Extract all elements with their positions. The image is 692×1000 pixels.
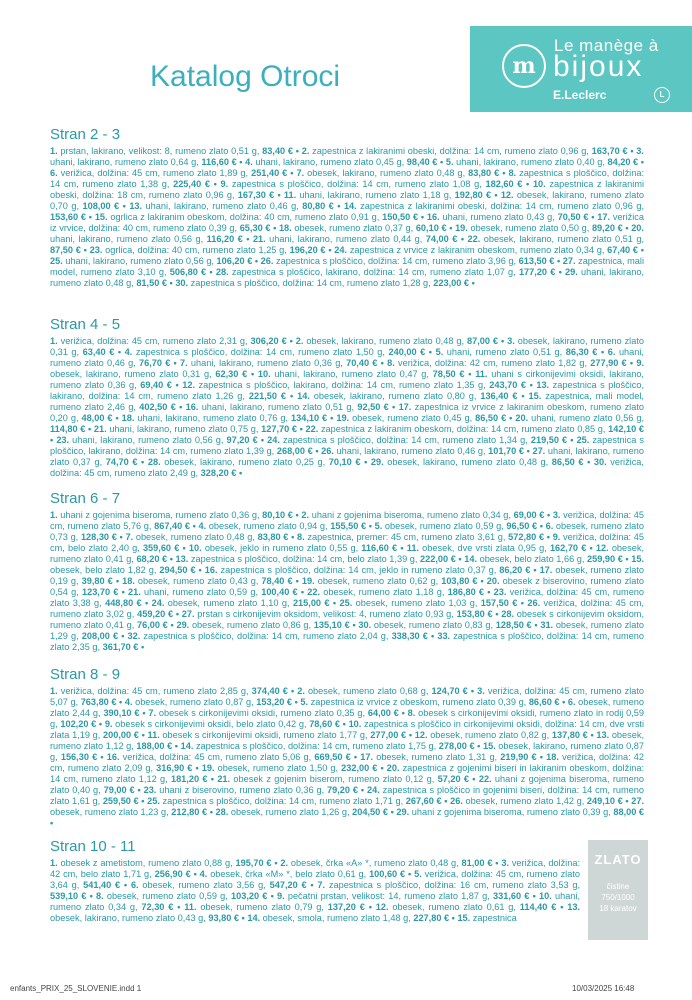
gold-badge-line: 18 karatov [599, 904, 637, 913]
footer-filename: enfants_PRIX_25_SLOVENIE.indd 1 [10, 984, 142, 993]
section-text: 1. verižica, dolžina: 45 cm, rumeno zlato 2,31 g, 306,20 € • 2. obesek, lakirano, rumeno zlato 0,48 g, 87,00 € • 3. obesek, lakirano, rumeno zlato 0,31 g, 63,40 € • 4. zapestnica s ploščico, dolžina: 14 cm, rumeno zlato 1,50 g, 240,00 € • 5. uhani, rumeno zlato 0,51 g, 86,30 € • 6. uhani, rumeno zlato 0,46 g, 76,70 € • 7. uhani, lakirano, rumeno zlato 0,36 g, 70,40 € • 8. verižica, dolžina: 42 cm, rumeno zlato 1,82 g, 277,90 € • 9. obesek, lakirano, rumeno zlato 0,31 g, 62,30 € • 10. uhani, lakirano, rumeno zlato 0,47 g, 78,50 € • 11. uhani s cirkonijevimi oksidi, lakirano, rumeno zlato 0,36 g, 69,40 € • 12. zapestnica s ploščico, lakirano, dolžina: 14 cm, rumeno zlato 1,35 g, 243,70 € • 13. zapestnica s ploščico, lakirano, dolžina: 14 cm, rumeno zlato 1,26 g, 221,50 € • 14. obesek, lakirano, rumeno zlato 0,80 g, 136,40 € • 15. zapestnica, mali model, rumeno zlato 2,46 g, 402,50 € • 16. uhani, lakirano, rumeno zlato 0,51 g, 92,50 € • 17. zapestnica iz vrvice z lakiranim obeskom, rumeno zlato 0,20 g, 48,00 € • 18. uhani, lakirano, rumeno zlato 0,76 g, 134,10 € • 19. obesek, rumeno zlato 0,45 g, 86,50 € • 20. uhani, rumeno zlato 0,56 g, 114,80 € • 21. uhani, lakirano, rumeno zlato 0,75 g, 127,70 € • 22. zapestnica z lakiranim obeskom, dolžina: 14 cm, rumeno zlato 0,85 g, 142,10 € • 23. uhani, lakirano, rumeno zlato 0,56 g, 97,20 € • 24. zapestnica s ploščico, dolžina: 14 cm, rumeno zlato 1,34 g, 219,50 € • 25. zapestnica s ploščico, lakirano, dolžina: 14 cm, rumeno zlato 1,39 g, 268,00 € • 26. uhani, lakirano, rumeno zlato 0,46 g, 101,70 € • 27. uhani, lakirano, rumeno zlato 0,37 g, 74,70 € • 28. obesek, lakirano, rumeno zlato 0,25 g, 70,10 € • 29. obesek, lakirano, rumeno zlato 0,48 g, 86,50 € • 30. verižica, dolžina: 45 cm, rumeno zlato 2,49 g, 328,20 € • [50, 336, 645, 478]
brand-emblem-icon: m [502, 44, 546, 88]
section-text: 1. verižica, dolžina: 45 cm, rumeno zlato 2,85 g, 374,40 € • 2. obesek, rumeno zlato 0,68 g, 124,70 € • 3. verižica, dolžina: 45 cm, rumeno zlato 5,07 g, 763,80 € • 4. obesek, rumeno zlato 0,87 g, 153,20 € • 5. zapestnica iz vrvice z obeskom, rumeno zlato 0,39 g, 86,60 € • 6. obesek, rumeno zlato 2,44 g, 390,10 € • 7. obesek s cirkonijevimi oksidi, rumeno zlato 0,35 g, 64,00 € • 8. obesek s cirkonijevimi oksidi, rumeno zlato in rodij 0,59 g, 102,20 € • 9. obesek s cirkonijevimi oksidi, belo zlato 0,42 g, 78,60 € • 10. zapestnica s ploščico in cirkonijevimi oksidi, dolžina: 14 cm, dve vrsti zlata 1,19 g, 200,00 € • 11. obesek s cirkonijevimi oksidi, rumeno zlato 1,77 g, 277,00 € • 12. obesek, rumeno zlato 0,82 g, 137,80 € • 13. obesek, rumeno zlato 1,12 g, 188,00 € • 14. zapestnica s ploščico, dolžina: 14 cm, rumeno zlato 1,75 g, 278,00 € • 15. obesek, lakirano, rumeno zlato 0,87 g, 156,30 € • 16. verižica, dolžina: 45 cm, rumeno zlato 5,06 g, 669,50 € • 17. obesek, rumeno zlato 1,31 g, 219,90 € • 18. verižica, dolžina: 42 cm, rumeno zlato 2,09 g, 316,90 € • 19. obesek, rumeno zlato 1,50 g, 232,00 € • 20. zapestnica z gojenimi biseri in lakiranim obeskom, dolžina: 14 cm, rumeno zlato 1,12 g, 181,20 € • 21. obesek z gojenim biserom, rumeno zlato 0,12 g, 57,20 € • 22. uhani z gojenima biseroma, rumeno zlato 0,40 g, 79,00 € • 23. uhani z biserovino, rumeno zlato 0,36 g, 79,20 € • 24. zapestnica s ploščico in gojenimi biseri, dolžina: 14 cm, rumeno zlato 1,61 g, 259,50 € • 25. zapestnica s ploščico, dolžina: 14 cm, rumeno zlato 1,71 g, 267,60 € • 26. obesek, rumeno zlato 1,42 g, 249,10 € • 27. obesek, rumeno zlato 1,23 g, 212,80 € • 28. obesek, rumeno zlato 1,26 g, 204,50 € • 29. uhani z gojenima biseroma, rumeno zlato 0,39 g, 88,00 € • [50, 686, 645, 828]
leclerc-badge-icon: L [654, 87, 670, 103]
brand-name: bijoux [553, 50, 644, 83]
section-stran-4-5 [50, 316, 644, 479]
section-text: 1. uhani z gojenima biseroma, rumeno zlato 0,36 g, 80,10 € • 2. uhani z gojenima biseroma, rumeno zlato 0,34 g, 69,00 € • 3. verižica, dolžina: 45 cm, rumeno zlato 5,76 g, 867,40 € • 4. obesek, rumeno zlato 0,94 g, 155,50 € • 5. obesek, rumeno zlato 0,59 g, 96,50 € • 6. obesek, rumeno zlato 0,73 g, 128,30 € • 7. obesek, rumeno zlato 0,48 g, 83,80 € • 8. zapestnica, premer: 45 cm, rumeno zlato 3,61 g, 572,80 € • 9. verižica, dolžina: 45 cm, belo zlato 2,40 g, 359,60 € • 10. obesek, jeklo in rumeno zlato 0,55 g, 116,60 € • 11. obesek, dve vrsti zlata 0,95 g, 162,70 € • 12. obesek, rumeno zlato 0,41 g, 68,20 € • 13. zapestnica s ploščico, dolžina: 14 cm, belo zlato 1,39 g, 222,00 € • 14. obesek, belo zlato 1,66 g, 259,90 € • 15. obesek, belo zlato 1,82 g, 294,50 € • 16. zapestnica s ploščico, dolžina: 14 cm, jeklo in rumeno zlato 0,37 g, 86,20 € • 17. obesek, rumeno zlato 0,19 g, 39,80 € • 18. obesek, rumeno zlato 0,43 g, 78,40 € • 19. obesek, rumeno zlato 0,62 g, 103,80 € • 20. obesek z biserovino, rumeno zlato 0,54 g, 123,70 € • 21. uhani, rumeno zlato 0,59 g, 100,40 € • 22. obesek, rumeno zlato 1,18 g, 186,80 € • 23. verižica, dolžina: 45 cm, rumeno zlato 3,38 g, 448,80 € • 24. obesek, rumeno zlato 1,10 g, 215,00 € • 25. obesek, rumeno zlato 1,03 g, 157,50 € • 26. verižica, dolžina: 45 cm, rumeno zlato 3,02 g, 459,20 € • 27. prstan s cirkonijevim oksidom, velikost: 4, rumeno zlato 0,93 g, 153,80 € • 28. obesek s cirkonijevim oksidom, rumeno zlato 0,41 g, 76,00 € • 29. obesek, rumeno zlato 0,86 g, 135,10 € • 30. obesek, rumeno zlato 0,83 g, 128,50 € • 31. obesek, rumeno zlato 1,29 g, 208,00 € • 32. zapestnica s ploščico, dolžina: 14 cm, rumeno zlato 2,04 g, 338,30 € • 33. zapestnica s ploščico, dolžina: 14 cm, rumeno zlato 2,35 g, 361,70 € • [50, 510, 645, 652]
section-stran-10-11 [50, 838, 580, 924]
section-heading: Stran 8 - 9 [50, 666, 121, 683]
section-stran-2-3 [50, 126, 644, 289]
section-text: 1. obesek z ametistom, rumeno zlato 0,88 g, 195,70 € • 2. obesek, črka «A» *, rumeno zlato 0,48 g, 81,00 € • 3. verižica, dolžina: 42 cm, belo zlato 1,71 g, 256,90 € • 4. obesek, črka «M» *, belo zlato 0,61 g, 100,60 € • 5. verižica, dolžina: 45 cm, rumeno zlato 3,64 g, 541,40 € • 6. obesek, rumeno zlato 3,56 g, 547,20 € • 7. zapestnica s ploščico, dolžina: 16 cm, rumeno zlato 3,53 g, 539,10 € • 8. obesek, rumeno zlato 0,59 g, 103,20 € • 9. pečatni prstan, velikost: 14, rumeno zlato 1,87 g, 331,60 € • 10. uhani, rumeno zlato 0,34 g, 72,30 € • 11. obesek, rumeno zlato 0,79 g, 137,20 € • 12. obesek, rumeno zlato 0,61 g, 114,40 € • 13. obesek, lakirano, rumeno zlato 0,43 g, 93,80 € • 14. obesek, smola, rumeno zlato 1,48 g, 227,80 € • 15. zapestnica [50, 858, 581, 923]
section-heading: Stran 2 - 3 [50, 126, 121, 143]
section-stran-6-7 [50, 490, 644, 653]
gold-badge-title: ZLATO [594, 852, 642, 867]
section-heading: Stran 6 - 7 [50, 490, 121, 507]
page-title: Katalog Otroci [150, 60, 341, 93]
section-stran-8-9 [50, 666, 644, 829]
section-heading: Stran 4 - 5 [50, 316, 121, 333]
section-heading: Stran 10 - 11 [50, 838, 136, 855]
gold-badge-line: čistine [606, 882, 630, 891]
gold-badge-line: 750/1000 [601, 893, 635, 902]
brand-tagline: Le manège à [554, 36, 659, 55]
brand-retailer: E.Leclerc [553, 88, 607, 102]
section-text: 1. prstan, lakirano, velikost: 8, rumeno zlato 0,51 g, 83,40 € • 2. zapestnica z lakiranimi obeski, dolžina: 14 cm, rumeno zlato 0,96 g, 163,70 € • 3. uhani, lakirano, rumeno zlato 0,64 g, 116,60 € • 4. uhani, lakirano, rumeno zlato 0,45 g, 98,40 € • 5. uhani, lakirano, rumeno zlato 0,40 g, 84,20 € • 6. verižica, dolžina: 45 cm, rumeno zlato 1,89 g, 251,40 € • 7. obesek, lakirano, rumeno zlato 0,48 g, 83,80 € • 8. zapestnica s ploščico, dolžina: 14 cm, rumeno zlato 1,38 g, 225,40 € • 9. zapestnica s ploščico, dolžina: 14 cm, rumeno zlato 1,08 g, 182,60 € • 10. zapestnica z lakiranimi obeski, dolžina: 18 cm, rumeno zlato 0,96 g, 167,30 € • 11. uhani, lakirano, rumeno zlato 1,18 g, 192,80 € • 12. obesek, lakirano, rumeno zlato 0,70 g, 108,00 € • 13. uhani, lakirano, rumeno zlato 0,46 g, 80,80 € • 14. zapestnica z lakiranimi obeski, dolžina: 14 cm, rumeno zlato 0,96 g, 153,60 € • 15. ogrlica z lakiranim obeskom, dolžina: 40 cm, rumeno zlato 0,91 g, 150,50 € • 16. uhani, rumeno zlato 0,43 g, 70,50 € • 17. verižica iz vrvice, dolžina: 40 cm, rumeno zlato 0,39 g, 65,30 € • 18. obesek, rumeno zlato 0,37 g, 60,10 € • 19. obesek, rumeno zlato 0,50 g, 89,20 € • 20. uhani, lakirano, rumeno zlato 0,56 g, 116,20 € • 21. uhani, lakirano, rumeno zlato 0,44 g, 74,00 € • 22. obesek, lakirano, rumeno zlato 0,51 g, 87,50 € • 23. ogrlica, dolžina: 40 cm, rumeno zlato 1,25 g, 196,20 € • 24. zapestnica z vrvice z lakiranim obeskom, rumeno zlato 0,34 g, 67,40 € • 25. uhani, lakirano, rumeno zlato 0,56 g, 106,20 € • 26. zapestnica s ploščico, dolžina: 14 cm, rumeno zlato 3,96 g, 613,50 € • 27. zapestnica, mali model, rumeno zlato 3,10 g, 506,80 € • 28. zapestnica s ploščico, lakirano, dolžina: 14 cm, rumeno zlato 1,07 g, 177,20 € • 29. uhani, lakirano, rumeno zlato 0,48 g, 81,50 € • 30. zapestnica s ploščico, dolžina: 14 cm, rumeno zlato 1,28 g, 223,00 € • [50, 146, 645, 288]
gold-purity-badge [588, 840, 648, 940]
footer-timestamp: 10/03/2025 16:48 [572, 984, 635, 993]
